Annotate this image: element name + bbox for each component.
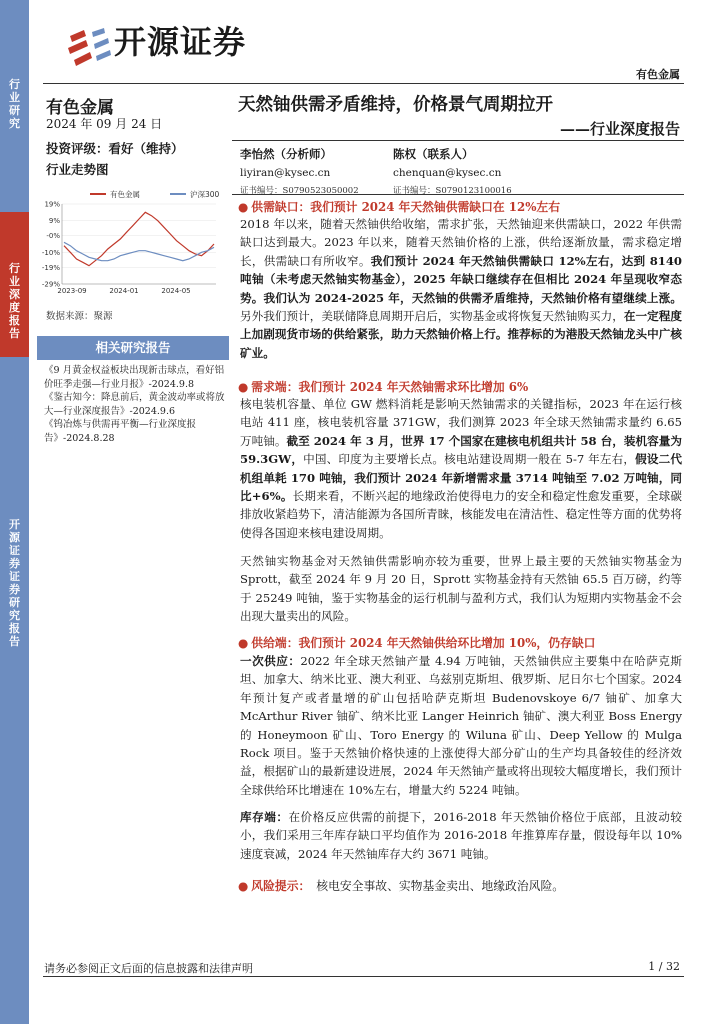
report-subtitle: ——行业深度报告 [559, 120, 680, 138]
legend-label: 沪深300 [190, 190, 220, 199]
contact-email[interactable]: chenquan@kysec.cn [393, 167, 502, 179]
header-rule [43, 83, 684, 84]
related-report-item[interactable]: 《9 月黄金权益板块出现新击球点，看好铝价旺季走强—行业月报》-2024.9.8 [44, 365, 225, 390]
section-body-supply: 一次供应：2022 年全球天然铀产量 4.94 万吨铀，天然铀供应主要集中在哈萨克斯坦、加拿大、纳米比亚、澳大利亚、乌兹别克斯坦、俄罗斯、尼日尔七个国家。2024 年预计复产或者量增的矿山包括哈萨克斯坦 Budenovskoye 6/7 铀矿、加拿大 McArthur River 铀矿、纳米比亚 Langer Heinrich 铀矿、澳大利亚 Boss Energy 的 Honeymoon 矿山、Toro Energy 的 Wiluna 矿山、Deep Yellow 的 Mulga Rock 项目。鉴于天然铀价格快速的上涨使得大部分矿山的生产均具备较佳的经济效益，根据矿山的最新建设进展，2024 年天然铀产量或将出现较大幅度增长，我们预计全球供给环比增速在 10%左右，增量大约 5224 吨铀。 [240, 654, 682, 797]
bullet-icon: ● [238, 200, 249, 214]
related-reports-list [44, 364, 228, 445]
section-body-gap: 2018 年以来，随着天然铀供给收缩，需求扩张，天然铀迎来供需缺口，2022 年供需缺口达到最大。2023 年以来，随着天然铀价格的上涨，供给逐渐放量，需求稳定增长，供需缺口有所收窄。我们预计 2024 年天然铀供需缺口 12%左右，达到 8140 吨铀（未考虑天然铀实物基金），2025 年缺口继续存在但相比 2024 年呈现收窄态势。我们认为 2024-2025 年，天然铀的供需矛盾维持，天然铀价格有望继续上涨。另外我们预计，美联储降息周期开启后，实物基金或将恢复天然铀购买力，在一定程度上加剧现货市场的供给紧张，助力天然铀价格上行。推荐标的为港股天然铀龙头中广核矿业。 [240, 217, 682, 360]
left-sidebar [0, 0, 29, 1024]
analyst-card [240, 146, 359, 196]
x-tick-label: 2023-09 [57, 287, 87, 295]
sidebar-label-bottom: 开 源 证 券 证 券 研 究 报 告 [9, 518, 20, 648]
section-heading-gap: ● 供需缺口：我们预计 2024 年天然铀供需缺口在 12%左右 [238, 200, 561, 214]
trend-chart [38, 186, 220, 302]
trend-chart-title: 行业走势图 [46, 162, 109, 177]
sidebar-label-middle: 行 业 深 度 报 告 [9, 262, 20, 340]
bullet-icon: ● [238, 636, 249, 650]
contact-cert: 证书编号：S0790123100016 [393, 186, 512, 196]
related-reports-header: 相关研究报告 [37, 336, 229, 360]
section-risk: ● 风险提示： 核电安全事故、实物基金卖出、地缘政治风险。 [238, 879, 565, 893]
analyst-rule [232, 194, 684, 195]
disclaimer-note: 请务必参阅正文后面的信息披露和法律声明 [44, 962, 253, 975]
title-rule [232, 140, 684, 141]
analyst-email[interactable]: liyiran@kysec.cn [240, 167, 331, 179]
header-sector-tag: 有色金属 [636, 68, 680, 81]
x-tick-label: 2024-01 [109, 287, 139, 295]
bullet-icon: ● [238, 879, 249, 893]
section-body-demand: 核电装机容量、单位 GW 燃料消耗是影响天然铀需求的关键指标，2023 年在运行核电站 411 座，核电装机容量 371GW，我们测算 2023 年全球天然铀需求量约 6.65 万吨铀。截至 2024 年 3 月，世界 17 个国家在建核电机组共计 58 台，装机容量为 59.3GW，中国、印度为主要增长点。核电站建设周期一般在 5-7 年左右，假设二代机组单耗 170 吨铀，我们预计 2024 年新增需求量 3714 吨铀至 7.02 万吨铀，同比+6%。长期来看，不断兴起的地缘政治使得电力的安全和稳定性愈发重要，全球碳排放收紧趋势下，清洁能源为各国所青睐，核能发电在清洁性、稳定性等方面的优势将使得各国迎来核电建设周期。 [240, 397, 682, 540]
report-title: 天然铀供需矛盾维持，价格景气周期拉开 [238, 95, 553, 115]
page-number: 1 / 32 [648, 960, 680, 973]
contact-card [393, 146, 512, 196]
y-tick-label: -19% [41, 263, 60, 272]
related-report-item[interactable]: 《鉴古知今：降息前后，黄金波动率或将放大—行业深度报告》-2024.9.6 [44, 392, 225, 417]
y-tick-label: -29% [41, 280, 60, 289]
bullet-icon: ● [238, 380, 249, 394]
analyst-cert: 证书编号：S0790523050002 [240, 186, 359, 196]
contact-name: 陈权（联系人） [393, 147, 474, 161]
footer-rule [43, 976, 684, 977]
legend-label: 有色金属 [110, 190, 140, 199]
sidebar-label-top: 行 业 研 究 [9, 78, 20, 130]
report-date: 2024 年 09 月 24 日 [46, 117, 163, 131]
chart-source: 数据来源：聚源 [46, 311, 113, 322]
section-body-fund: 天然铀实物基金对天然铀供需影响亦较为重要，世界上最主要的天然铀实物基金为 Sprott，截至 2024 年 9 月 20 日，Sprott 实物基金持有天然铀 65.5 百万磅，约等于 25249 吨铀，鉴于实物基金的运行机制与盈利方式，我们认为短期内实物基金不会出现大量卖出的风险。 [240, 554, 682, 624]
related-report-item[interactable]: 《钨冶炼与供需再平衡—行业深度报告》-2024.8.28 [44, 419, 197, 444]
brand-logo-mark [68, 28, 111, 66]
brand-name: 开源证券 [114, 23, 247, 61]
section-body-inventory: 库存端：在价格反应供需的前提下，2016-2018 年天然铀价格位于底部，且波动较小，我们采用三年库存缺口平均值作为 2016-2018 年推算库存量，假设每年以 10%速度衰减，2024 年天然铀库存大约 3671 吨铀。 [240, 810, 682, 861]
y-tick-label: -0% [46, 232, 60, 241]
investment-rating: 投资评级：看好（维持） [46, 141, 184, 156]
x-tick-label: 2024-05 [161, 287, 191, 295]
y-tick-label: 9% [48, 217, 60, 226]
section-heading-demand: ● 需求端：我们预计 2024 年天然铀需求环比增加 6% [238, 380, 529, 394]
analyst-name: 李怡然（分析师） [240, 147, 332, 161]
section-heading-supply: ● 供给端：我们预计 2024 年天然铀供给环比增加 10%，仍存缺口 [238, 636, 596, 650]
industry-name: 有色金属 [46, 98, 114, 118]
y-tick-label: 19% [44, 200, 60, 209]
y-tick-label: -10% [41, 248, 60, 257]
